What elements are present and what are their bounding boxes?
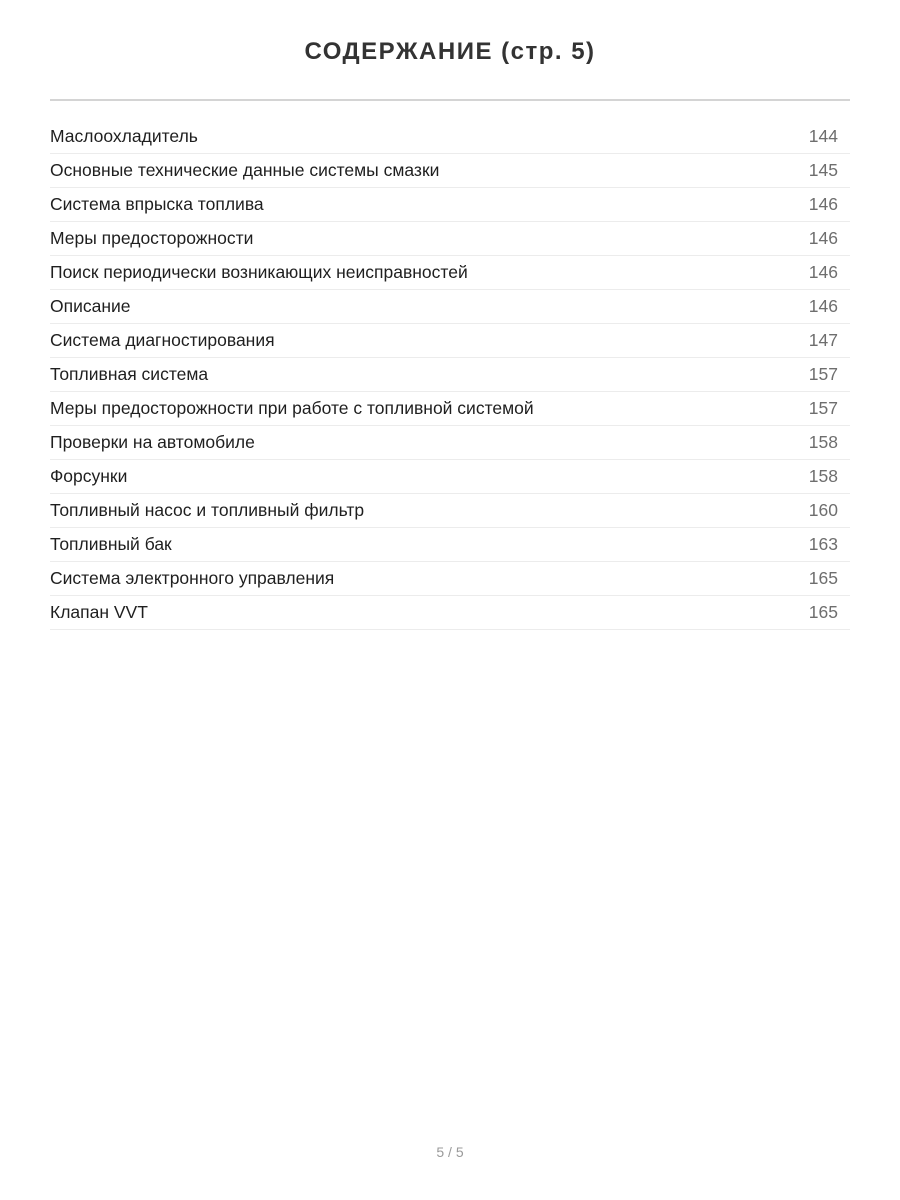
toc-entry-page-number: 157	[808, 364, 838, 384]
toc-entry-page-number: 146	[808, 296, 838, 316]
toc-entry-page-number: 163	[808, 534, 838, 554]
toc-entry-page-number: 160	[808, 500, 838, 520]
toc-entry[interactable]	[50, 426, 850, 460]
toc-entry-page-number: 146	[808, 228, 838, 248]
toc-entry[interactable]	[50, 222, 850, 256]
toc-entry-title: Основные технические данные системы смазки	[50, 160, 440, 180]
toc-entry-title: Форсунки	[50, 466, 128, 486]
toc-entry-page-number: 144	[808, 126, 838, 146]
toc-entry-page-number: 146	[808, 262, 838, 282]
toc-entry-title: Маслоохладитель	[50, 126, 198, 146]
toc-entry[interactable]	[50, 324, 850, 358]
toc-entry-title: Система диагностирования	[50, 330, 275, 350]
toc-entry-title: Клапан VVT	[50, 602, 148, 622]
toc-entry[interactable]	[50, 188, 850, 222]
toc-entry[interactable]	[50, 256, 850, 290]
toc-entry-title: Меры предосторожности	[50, 228, 254, 248]
page-title: СОДЕРЖАНИЕ (стр. 5)	[304, 38, 596, 65]
toc-entry[interactable]	[50, 290, 850, 324]
toc-entry-page-number: 145	[808, 160, 838, 180]
toc-entry[interactable]	[50, 596, 850, 630]
toc-entry[interactable]	[50, 120, 850, 154]
toc-entry[interactable]	[50, 358, 850, 392]
toc-entry-page-number: 165	[808, 568, 838, 588]
toc-entry-page-number: 146	[808, 194, 838, 214]
toc-entry-title: Система электронного управления	[50, 568, 335, 588]
title-divider	[50, 99, 850, 101]
toc-entry[interactable]	[50, 154, 850, 188]
toc-entry[interactable]	[50, 562, 850, 596]
toc-entry-title: Топливная система	[50, 364, 209, 384]
toc-entry[interactable]	[50, 528, 850, 562]
toc-entry-title: Описание	[50, 296, 131, 316]
toc-entry-page-number: 157	[808, 398, 838, 418]
toc-entry-title: Поиск периодически возникающих неисправностей	[50, 262, 468, 282]
toc-entry[interactable]	[50, 392, 850, 426]
toc-entry-page-number: 158	[808, 432, 838, 452]
toc-entry-title: Меры предосторожности при работе с топливной системой	[50, 398, 534, 418]
toc-entry-title: Топливный бак	[50, 534, 172, 554]
page-counter: 5 / 5	[436, 1144, 464, 1160]
toc-entry-title: Проверки на автомобиле	[50, 432, 255, 452]
toc-entry-page-number: 147	[808, 330, 838, 350]
toc-entry-page-number: 158	[808, 466, 838, 486]
toc-list	[50, 120, 850, 630]
toc-entry[interactable]	[50, 460, 850, 494]
toc-entry-title: Топливный насос и топливный фильтр	[50, 500, 365, 520]
toc-entry-title: Система впрыска топлива	[50, 194, 264, 214]
toc-entry[interactable]	[50, 494, 850, 528]
toc-entry-page-number: 165	[808, 602, 838, 622]
